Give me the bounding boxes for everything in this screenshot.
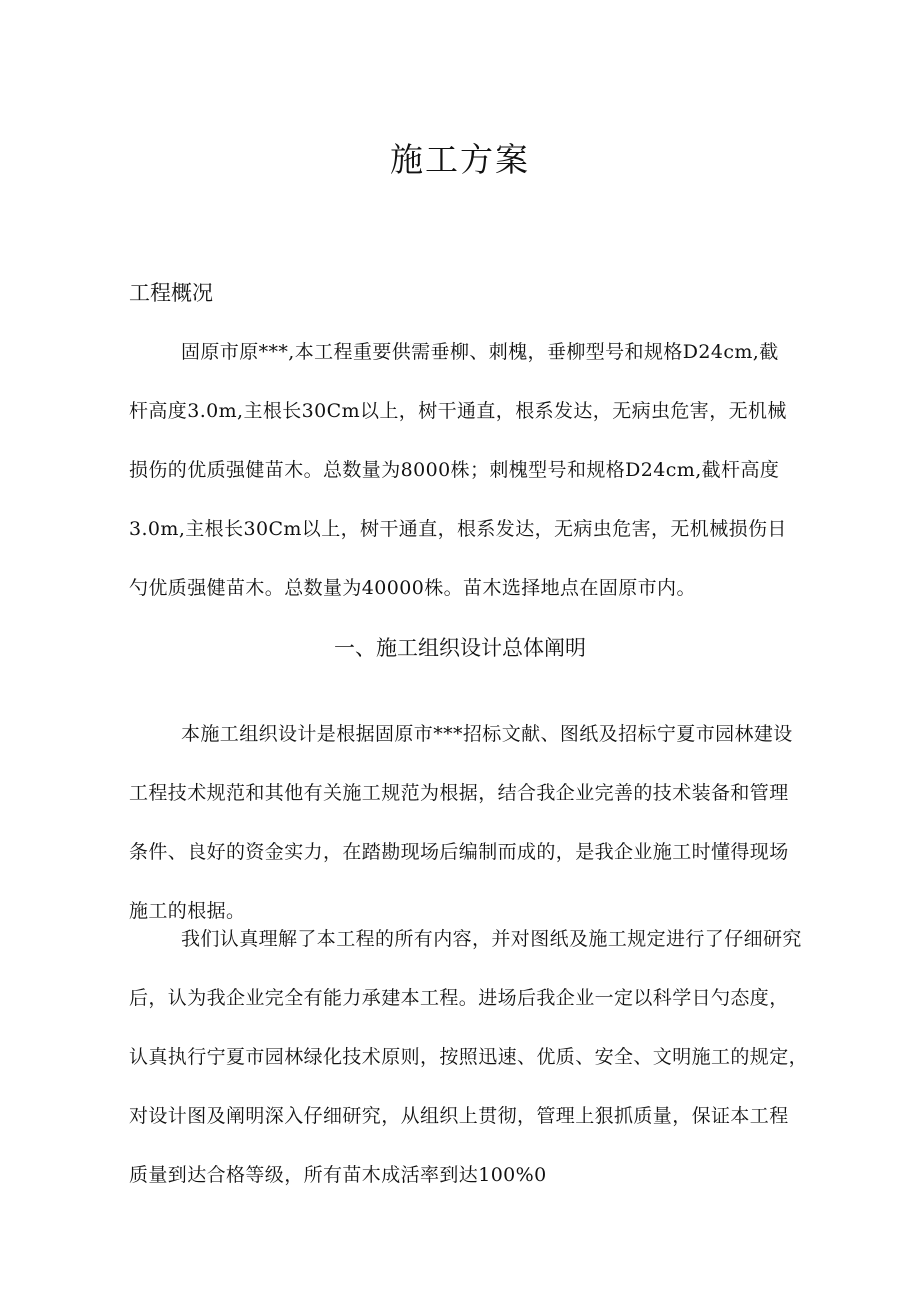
paragraph-line: 质量到达合格等级，所有苗木成活率到达100%0 — [129, 1164, 547, 1186]
section-heading-one: 一、施工组织设计总体阐明 — [334, 636, 586, 660]
paragraph-line: 工程技术规范和其他有关施工规范为根据，结合我企业完善的技术装备和管理 — [129, 782, 789, 804]
document-title: 施工方案 — [390, 140, 530, 179]
paragraph-line: 杆高度3.0m,主根长30Cm以上，树干通直，根系发达，无病虫危害，无机械 — [129, 400, 787, 422]
overview-paragraph — [129, 323, 829, 618]
section-heading-overview: 工程概况 — [129, 281, 213, 305]
paragraph-line: 认真执行宁夏市园林绿化技术原则，按照迅速、优质、安全、文明施工的规定， — [129, 1046, 809, 1068]
paragraph-line: 本施工组织设计是根据固原市***招标文献、图纸及招标宁夏市园林建设 — [181, 723, 793, 745]
paragraph-line: 施工的根据。 — [129, 900, 246, 922]
paragraph-line: 固原市原***,本工程重要供需垂柳、刺槐，垂柳型号和规格D24cm,截 — [181, 341, 779, 363]
paragraph-line: 我们认真理解了本工程的所有内容，并对图纸及施工规定进行了仔细研究 — [181, 928, 802, 950]
section-one-paragraph-1 — [129, 705, 829, 941]
paragraph-line: 对设计图及阐明深入仔细研究，从组织上贯彻，管理上狠抓质量，保证本工程 — [129, 1105, 789, 1127]
paragraph-line: 损伤的优质强健苗木。总数量为8000株；刺槐型号和规格D24cm,截杆高度 — [129, 459, 780, 481]
paragraph-line: 后，认为我企业完全有能力承建本工程。进场后我企业一定以科学日勺态度， — [129, 987, 789, 1009]
paragraph-line: 3.0m,主根长30Cm以上，树干通直，根系发达，无病虫危害，无机械损伤日 — [129, 518, 787, 540]
paragraph-line: 勺优质强健苗木。总数量为40000株。苗木选择地点在固原市内。 — [129, 577, 696, 599]
section-one-paragraph-2 — [129, 910, 829, 1205]
paragraph-line: 条件、良好的资金实力，在踏勘现场后编制而成的，是我企业施工时懂得现场 — [129, 841, 789, 863]
